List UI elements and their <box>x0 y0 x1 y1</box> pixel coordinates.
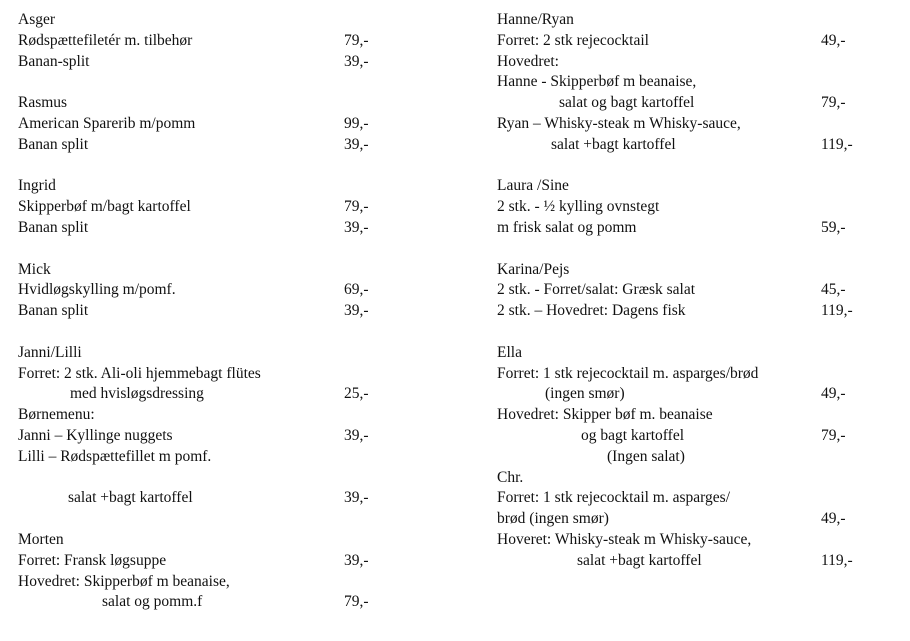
order-line <box>497 197 897 218</box>
order-line-price: 119,- <box>821 302 853 320</box>
order-line <box>18 218 398 239</box>
order-line-text: salat +bagt kartoffel <box>577 551 702 569</box>
order-line <box>18 280 398 301</box>
order-line <box>18 260 398 281</box>
order-line-text: med hvisløgsdressing <box>70 385 204 403</box>
order-line-text: Banan split <box>18 218 89 236</box>
right-order-column <box>497 10 897 572</box>
order-line <box>497 260 897 281</box>
order-line <box>18 93 398 114</box>
order-line <box>497 364 897 385</box>
order-line <box>18 52 398 73</box>
order-line-text: 2 stk. - Forret/salat: Græsk salat <box>497 281 696 299</box>
order-line <box>18 447 398 468</box>
order-line <box>18 114 398 135</box>
order-line-text: Rødspættefiletér m. tilbehør <box>18 31 193 49</box>
spacer <box>18 239 398 260</box>
order-line-text: Morten <box>18 530 64 548</box>
order-line-text: Chr. <box>497 468 524 486</box>
order-line <box>497 551 897 572</box>
order-line <box>497 135 897 156</box>
order-line <box>497 343 897 364</box>
order-line <box>497 384 897 405</box>
order-line <box>497 426 897 447</box>
order-line <box>18 343 398 364</box>
order-line <box>497 530 897 551</box>
order-line <box>18 176 398 197</box>
order-line <box>497 218 897 239</box>
order-line-price: 79,- <box>344 31 369 49</box>
order-line <box>497 31 897 52</box>
order-line-text: Lilli – Rødspættefillet m pomf. <box>18 447 212 465</box>
order-line-text: Hanne - Skipperbøf m beanaise, <box>497 73 697 91</box>
order-line-text: Laura /Sine <box>497 177 569 195</box>
order-line-text: Ryan – Whisky-steak m Whisky-sauce, <box>497 114 741 132</box>
order-line-text: Rasmus <box>18 94 68 112</box>
spacer <box>497 156 897 177</box>
order-line-text: Hvidløgskylling m/pomf. <box>18 281 176 299</box>
order-line <box>497 447 897 468</box>
order-line-text: Børnemenu: <box>18 406 95 424</box>
order-line-price: 79,- <box>821 426 846 444</box>
order-line-price: 25,- <box>344 385 369 403</box>
order-line <box>497 10 897 31</box>
order-line-text: Hovedret: <box>497 52 559 70</box>
order-line-price: 39,- <box>344 489 369 507</box>
order-line-price: 45,- <box>821 281 846 299</box>
order-line-price: 49,- <box>821 510 846 528</box>
order-line-price: 99,- <box>344 114 369 132</box>
order-line-text: Skipperbøf m/bagt kartoffel <box>18 198 191 216</box>
order-line <box>497 93 897 114</box>
order-line-text: Janni/Lilli <box>18 343 82 361</box>
order-line-text: salat +bagt kartoffel <box>551 135 676 153</box>
order-line <box>497 280 897 301</box>
order-line-price: 39,- <box>344 551 369 569</box>
order-line <box>18 572 398 593</box>
order-line-text: salat og bagt kartoffel <box>559 94 695 112</box>
order-line-text: Forret: 1 stk rejecocktail m. asparges/brød <box>497 364 759 382</box>
order-line-text: (ingen smør) <box>545 385 625 403</box>
order-line <box>497 176 897 197</box>
order-line-price: 39,- <box>344 135 369 153</box>
order-line-text: Forret: 2 stk. Ali-oli hjemmebagt flütes <box>18 364 261 382</box>
order-line-price: 79,- <box>344 198 369 216</box>
order-line-text: Hovedret: Skipperbøf m beanaise, <box>18 572 230 590</box>
order-line-price: 69,- <box>344 281 369 299</box>
order-line <box>497 509 897 530</box>
order-line <box>18 405 398 426</box>
order-line-price: 79,- <box>344 593 369 611</box>
order-line <box>18 592 398 613</box>
order-line <box>18 551 398 572</box>
order-line-text: Banan split <box>18 135 89 153</box>
order-line <box>18 364 398 385</box>
spacer <box>18 468 398 489</box>
order-line-text: Asger <box>18 11 56 28</box>
order-line <box>497 301 897 322</box>
order-line-price: 39,- <box>344 302 369 320</box>
order-line <box>18 384 398 405</box>
order-line-text: salat +bagt kartoffel <box>68 489 193 507</box>
order-line-text: brød (ingen smør) <box>497 510 609 528</box>
order-line <box>18 301 398 322</box>
order-line-text: Hanne/Ryan <box>497 11 574 28</box>
order-line-text: og bagt kartoffel <box>581 426 685 444</box>
order-line-text: Hovedret: Skipper bøf m. beanaise <box>497 406 713 424</box>
order-line <box>18 426 398 447</box>
spacer <box>18 509 398 530</box>
spacer <box>18 322 398 343</box>
order-line-text: (Ingen salat) <box>607 447 685 465</box>
order-line <box>18 10 398 31</box>
order-line-text: American Sparerib m/pomm <box>18 114 196 132</box>
order-line-text: Forret: 2 stk rejecocktail <box>497 31 649 49</box>
order-line <box>18 530 398 551</box>
order-line <box>497 405 897 426</box>
order-line-price: 39,- <box>344 218 369 236</box>
order-line-text: 2 stk. - ½ kylling ovnstegt <box>497 198 660 216</box>
order-line-text: Hoveret: Whisky-steak m Whisky-sauce, <box>497 530 752 548</box>
order-line-text: Mick <box>18 260 51 278</box>
order-line-text: Ingrid <box>18 177 56 195</box>
order-line <box>497 72 897 93</box>
spacer <box>497 239 897 260</box>
order-line-price: 119,- <box>821 135 853 153</box>
order-line-price: 79,- <box>821 94 846 112</box>
order-line-price: 49,- <box>821 385 846 403</box>
order-line-price: 39,- <box>344 52 369 70</box>
order-line-price: 39,- <box>344 426 369 444</box>
order-line-text: Banan split <box>18 302 89 320</box>
order-line-text: 2 stk. – Hovedret: Dagens fisk <box>497 302 686 320</box>
order-line-text: Forret: 1 stk rejecocktail m. asparges/ <box>497 489 731 507</box>
order-line-price: 49,- <box>821 31 846 49</box>
order-line-text: salat og pomm.f <box>102 593 203 611</box>
spacer <box>18 156 398 177</box>
order-line <box>497 52 897 73</box>
order-line <box>497 488 897 509</box>
order-line-text: m frisk salat og pomm <box>497 218 637 236</box>
order-line <box>497 468 897 489</box>
order-line-text: Forret: Fransk løgsuppe <box>18 551 167 569</box>
order-line-price: 119,- <box>821 551 853 569</box>
order-line-text: Janni – Kyllinge nuggets <box>18 426 173 444</box>
order-line <box>18 31 398 52</box>
order-line <box>18 135 398 156</box>
order-line-text: Ella <box>497 343 522 361</box>
order-line-price: 59,- <box>821 218 846 236</box>
order-line-text: Karina/Pejs <box>497 260 570 278</box>
left-order-column <box>18 10 398 613</box>
order-line-text: Banan-split <box>18 52 90 70</box>
order-line <box>18 197 398 218</box>
order-line <box>18 488 398 509</box>
spacer <box>497 322 897 343</box>
spacer <box>18 72 398 93</box>
order-line <box>497 114 897 135</box>
